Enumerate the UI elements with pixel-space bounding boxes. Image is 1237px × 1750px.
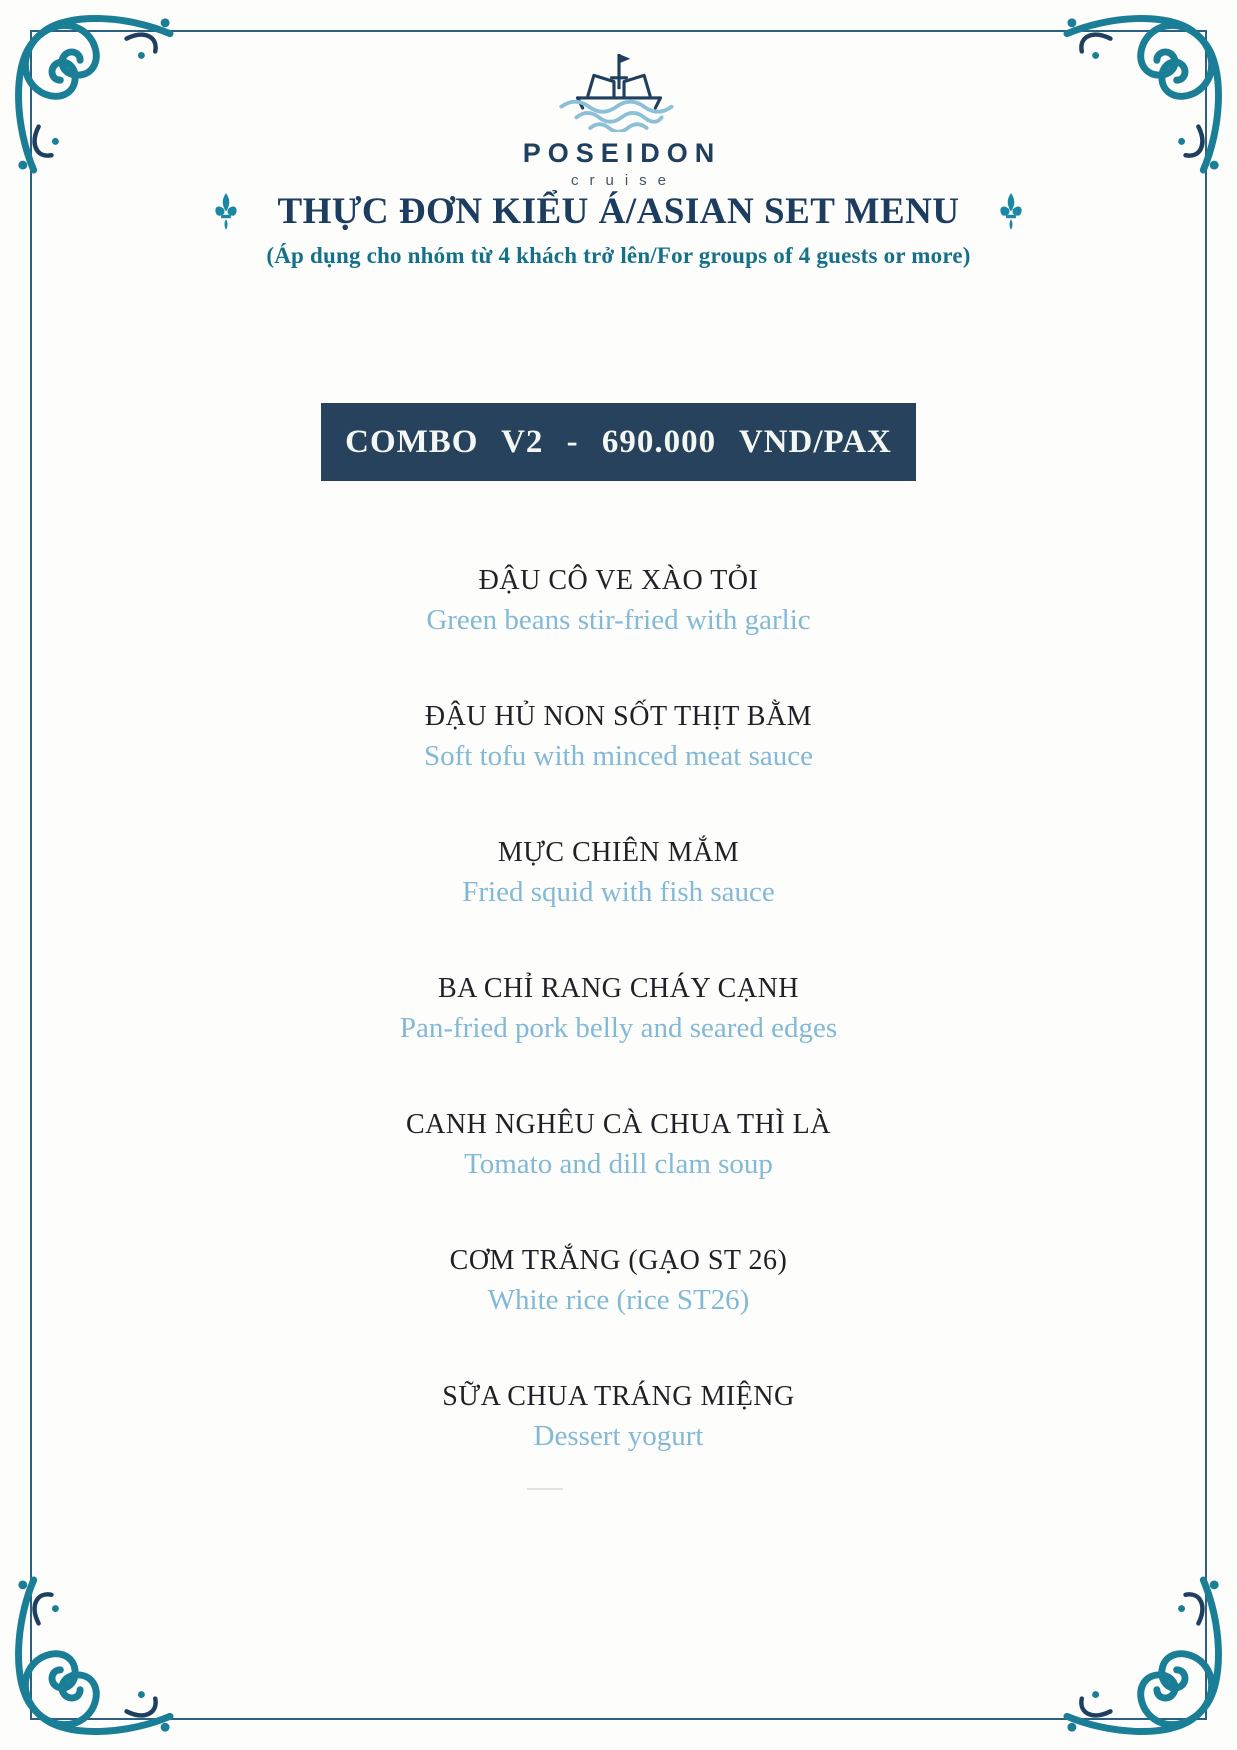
dish-name-english: Tomato and dill clam soup	[464, 1148, 773, 1180]
dish-name-english: Soft tofu with minced meat sauce	[424, 740, 813, 772]
menu-item	[0, 562, 1237, 640]
logo-tagline-text: cruise	[570, 172, 677, 189]
logo-brand-text: POSEIDON	[522, 138, 722, 168]
dish-name-vietnamese: BA CHỈ RANG CHÁY CẠNH	[437, 973, 800, 1004]
corner-flourish-icon-bottom-left	[6, 1576, 174, 1744]
page-title: THỰC ĐƠN KIỂU Á/ASIAN SET MENU	[277, 191, 960, 232]
bottom-divider	[527, 1488, 563, 1490]
dish-name-vietnamese: MỰC CHIÊN MẮM	[497, 837, 740, 868]
dish-name-english: Green beans stir-fried with garlic	[426, 604, 811, 636]
dish-name-vietnamese: CƠM TRẮNG (GẠO ST 26)	[449, 1245, 788, 1276]
fleur-de-lis-icon-left	[213, 193, 239, 230]
menu-list	[0, 562, 1237, 1514]
boat-with-waves-icon	[550, 50, 688, 132]
dish-name-vietnamese: ĐẬU HỦ NON SỐT THỊT BẰM	[424, 701, 813, 732]
poseidon-logo	[0, 50, 1237, 189]
menu-item	[0, 698, 1237, 776]
dish-name-english: Dessert yogurt	[533, 1420, 704, 1452]
dish-name-english: Fried squid with fish sauce	[462, 876, 775, 908]
dish-name-vietnamese: SỮA CHUA TRÁNG MIỆNG	[442, 1381, 795, 1412]
dish-name-english: White rice (rice ST26)	[487, 1284, 750, 1316]
menu-item	[0, 1242, 1237, 1320]
combo-banner-row	[0, 403, 1237, 481]
combo-price-banner: COMBO V2 - 690.000 VND/PAX	[321, 403, 916, 481]
dish-name-vietnamese: CANH NGHÊU CÀ CHUA THÌ LÀ	[406, 1109, 831, 1140]
menu-item	[0, 1106, 1237, 1184]
dish-name-vietnamese: ĐẬU CÔ VE XÀO TỎI	[478, 565, 759, 596]
menu-item	[0, 1378, 1237, 1456]
page-subtitle: (Áp dụng cho nhóm từ 4 khách trở lên/For groups of 4 guests or more)	[266, 243, 971, 268]
menu-title-row	[0, 190, 1237, 233]
corner-flourish-icon-bottom-right	[1063, 1576, 1231, 1744]
fleur-de-lis-icon-right	[998, 193, 1024, 230]
menu-item	[0, 834, 1237, 912]
menu-item	[0, 970, 1237, 1048]
dish-name-english: Pan-fried pork belly and seared edges	[399, 1012, 838, 1044]
